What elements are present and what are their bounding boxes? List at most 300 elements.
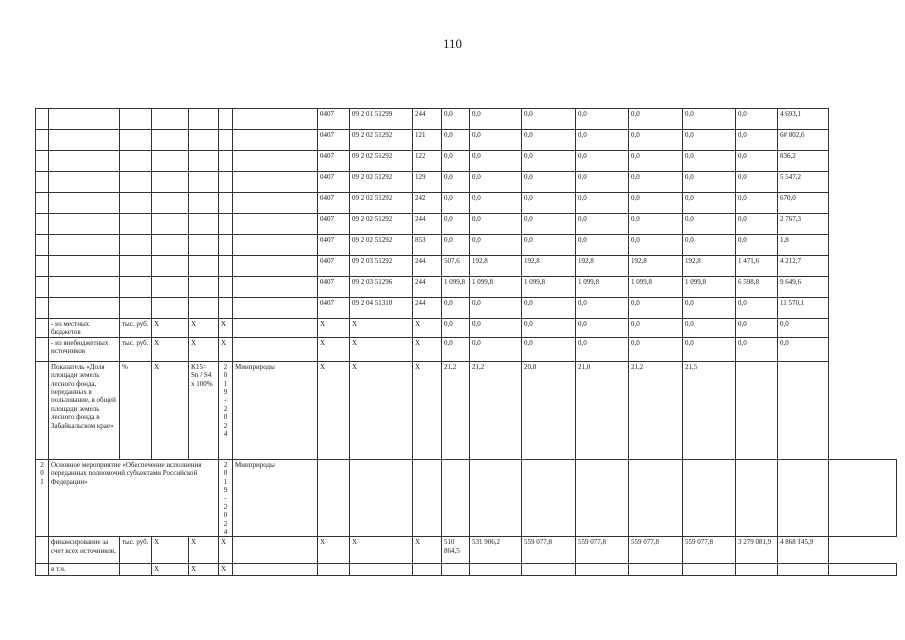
empty-cell <box>36 319 49 338</box>
grbs-code: 0407 <box>318 130 350 151</box>
financing-row <box>36 537 897 564</box>
empty-cell <box>219 298 233 319</box>
empty-cell <box>233 151 318 172</box>
grbs-code: 0407 <box>318 109 350 130</box>
amount-cell: 0,0 <box>736 337 778 361</box>
empty-cell <box>219 256 233 277</box>
amount-cell: 510 864,5 <box>442 537 470 564</box>
amount-cell: 5 547,2 <box>778 172 829 193</box>
empty-cell <box>219 277 233 298</box>
amount-cell: 1 099,8 <box>683 277 736 298</box>
amount-cell: 0,0 <box>442 235 470 256</box>
indicator-value: 21,2 <box>442 361 470 459</box>
amount-cell: 0,0 <box>683 151 736 172</box>
period-cell-char: 9 <box>223 388 228 397</box>
amount-cell: 0,0 <box>736 235 778 256</box>
empty-cell <box>219 172 233 193</box>
empty-cell <box>778 564 829 576</box>
period-cell-char: 4 <box>223 528 228 537</box>
empty-cell <box>120 564 152 576</box>
empty-cell <box>233 564 318 576</box>
amount-cell: 9 649,6 <box>778 277 829 298</box>
amount-cell: 3 279 081,9 <box>736 537 778 564</box>
amount-cell: 0,0 <box>629 172 683 193</box>
x-cell: X <box>350 361 413 459</box>
x-cell: X <box>219 537 233 564</box>
empty-cell <box>189 172 219 193</box>
x-cell: X <box>350 319 413 338</box>
empty-cell <box>120 214 152 235</box>
vr-code: 122 <box>413 151 442 172</box>
kcsr-code: 09 2 03 51296 <box>350 277 413 298</box>
empty-cell <box>442 564 470 576</box>
empty-cell <box>233 319 318 338</box>
x-cell: X <box>189 537 219 564</box>
period-cell-char: 1 <box>223 379 228 388</box>
grbs-code: 0407 <box>318 193 350 214</box>
amount-cell: 11 570,1 <box>778 298 829 319</box>
indicator-value: 21,2 <box>629 361 683 459</box>
period-cell-char: 2 <box>223 404 228 413</box>
amount-cell: 0,0 <box>576 319 629 338</box>
empty-cell <box>36 564 49 576</box>
formula-cell: K15= Sn / S4 x 100% <box>189 361 219 459</box>
table-body <box>36 109 897 576</box>
empty-cell <box>219 109 233 130</box>
period-cell-char: 2 <box>223 460 228 469</box>
amount-cell: 0,0 <box>629 298 683 319</box>
budget-row <box>36 214 897 235</box>
amount-cell: 0,0 <box>470 172 522 193</box>
measure-name: Основное мероприятие «Обеспечение исполнения переданных полномочий субъектами Российской Федерации» <box>49 459 219 537</box>
x-cell: X <box>152 361 189 459</box>
empty-cell <box>152 109 189 130</box>
x-cell: X <box>152 319 189 338</box>
amount-cell: 0,0 <box>629 337 683 361</box>
amount-cell: 4 693,1 <box>778 109 829 130</box>
incl-row <box>36 564 897 576</box>
amount-cell: 0,0 <box>442 172 470 193</box>
amount-cell: 559 077,8 <box>683 537 736 564</box>
empty-cell <box>36 214 49 235</box>
source-name: - из внебюджетных источников <box>49 337 120 361</box>
empty-cell <box>36 537 49 564</box>
budget-row <box>36 130 897 151</box>
empty-cell <box>152 151 189 172</box>
indicator-value: 21,0 <box>576 361 629 459</box>
empty-cell <box>152 172 189 193</box>
source-name: - из местных бюджетов <box>49 319 120 338</box>
empty-cell <box>233 235 318 256</box>
period-cell-char: 2 <box>223 519 228 528</box>
amount-cell: 0,0 <box>736 214 778 235</box>
amount-cell: 0,0 <box>683 130 736 151</box>
amount-cell: 0,0 <box>442 319 470 338</box>
kcsr-code: 09 2 02 51292 <box>350 151 413 172</box>
empty-cell <box>233 130 318 151</box>
period-cell-char: - <box>224 396 227 405</box>
amount-cell: 0,0 <box>683 235 736 256</box>
vr-code: 853 <box>413 235 442 256</box>
empty-cell <box>120 172 152 193</box>
period-cell-char: - <box>224 494 227 503</box>
empty-cell <box>152 214 189 235</box>
empty-cell <box>49 298 120 319</box>
indicator-value: 21,5 <box>683 361 736 459</box>
empty-cell <box>350 564 413 576</box>
empty-cell <box>152 235 189 256</box>
empty-cell <box>318 564 350 576</box>
x-cell: X <box>189 319 219 338</box>
x-cell: X <box>152 337 189 361</box>
empty-cell <box>36 298 49 319</box>
amount-cell: 0,0 <box>470 319 522 338</box>
indicator-row <box>36 361 897 459</box>
amount-cell: 1 099,8 <box>629 277 683 298</box>
period-cell-char: 0 <box>223 413 228 422</box>
empty-cell <box>629 564 683 576</box>
unit-cell: тыс. руб. <box>120 319 152 338</box>
vr-code: 244 <box>413 256 442 277</box>
empty-cell <box>576 564 629 576</box>
empty-cell <box>829 459 897 537</box>
empty-cell <box>36 193 49 214</box>
amount-cell: 0,0 <box>522 130 576 151</box>
incl-label: в т.ч. <box>49 564 120 576</box>
measure-number-char: 2 <box>40 460 44 469</box>
amount-cell: 0,0 <box>470 130 522 151</box>
amount-cell: 1 099,8 <box>576 277 629 298</box>
amount-cell: 4 868 145,9 <box>778 537 829 564</box>
vr-code: 244 <box>413 214 442 235</box>
amount-cell: 0,0 <box>522 235 576 256</box>
period-cell-char: 2 <box>223 362 228 371</box>
empty-cell <box>219 193 233 214</box>
measure-row <box>36 459 897 537</box>
empty-cell <box>36 361 49 459</box>
grbs-code: 0407 <box>318 214 350 235</box>
empty-cell <box>778 361 829 459</box>
empty-cell <box>189 298 219 319</box>
empty-cell <box>120 109 152 130</box>
amount-cell: 559 077,8 <box>629 537 683 564</box>
amount-cell: 0,0 <box>576 337 629 361</box>
empty-cell <box>49 151 120 172</box>
amount-cell: 2 767,3 <box>778 214 829 235</box>
amount-cell: 0,0 <box>629 130 683 151</box>
executor-cell: Минприроды <box>233 459 318 537</box>
empty-cell <box>470 564 522 576</box>
amount-cell: 1 099,8 <box>522 277 576 298</box>
amount-cell: 192,8 <box>683 256 736 277</box>
period-cell-char: 2 <box>223 502 228 511</box>
x-cell: X <box>413 361 442 459</box>
amount-cell: 0,0 <box>470 214 522 235</box>
unit-cell: % <box>120 361 152 459</box>
empty-cell <box>233 172 318 193</box>
amount-cell: 0,0 <box>683 298 736 319</box>
period-cell-char: 1 <box>223 477 228 486</box>
amount-cell: 0,0 <box>442 214 470 235</box>
amount-cell: 192,8 <box>576 256 629 277</box>
empty-cell <box>36 151 49 172</box>
empty-cell <box>189 130 219 151</box>
extra-sources-row <box>36 337 897 361</box>
empty-cell <box>152 193 189 214</box>
empty-cell <box>189 151 219 172</box>
empty-cell <box>233 337 318 361</box>
amount-cell: 0,0 <box>629 214 683 235</box>
amount-cell: 0,0 <box>736 298 778 319</box>
amount-cell: 0,0 <box>442 298 470 319</box>
empty-cell <box>413 459 442 537</box>
unit-cell: тыс. руб. <box>120 337 152 361</box>
kcsr-code: 09 2 02 51292 <box>350 214 413 235</box>
x-cell: X <box>152 564 189 576</box>
amount-cell: 0,0 <box>470 109 522 130</box>
empty-cell <box>442 459 470 537</box>
empty-cell <box>736 564 778 576</box>
empty-cell <box>233 277 318 298</box>
amount-cell: 0,0 <box>778 319 829 338</box>
empty-cell <box>49 235 120 256</box>
empty-cell <box>120 193 152 214</box>
period-cell <box>219 361 233 459</box>
amount-cell: 0,0 <box>683 214 736 235</box>
empty-cell <box>120 256 152 277</box>
period-cell-char: 4 <box>223 430 228 439</box>
empty-cell <box>233 109 318 130</box>
amount-cell: 192,8 <box>522 256 576 277</box>
amount-cell: 0,0 <box>683 109 736 130</box>
amount-cell: 531 906,2 <box>470 537 522 564</box>
unit-cell: тыс. руб. <box>120 537 152 564</box>
amount-cell: 0,0 <box>522 337 576 361</box>
amount-cell: 0,0 <box>470 337 522 361</box>
empty-cell <box>152 256 189 277</box>
x-cell: X <box>350 337 413 361</box>
empty-cell <box>49 130 120 151</box>
empty-cell <box>350 459 413 537</box>
empty-cell <box>233 537 318 564</box>
empty-cell <box>36 337 49 361</box>
empty-cell <box>152 277 189 298</box>
kcsr-code: 09 2 02 51292 <box>350 193 413 214</box>
kcsr-code: 09 2 04 51310 <box>350 298 413 319</box>
empty-cell <box>219 214 233 235</box>
empty-cell <box>49 277 120 298</box>
x-cell: X <box>413 337 442 361</box>
empty-cell <box>36 235 49 256</box>
amount-cell: 0,0 <box>629 235 683 256</box>
period-cell-char: 0 <box>223 511 228 520</box>
empty-cell <box>189 256 219 277</box>
amount-cell: 0,0 <box>736 130 778 151</box>
amount-cell: 0,0 <box>442 193 470 214</box>
x-cell: X <box>318 319 350 338</box>
indicator-value: 20,8 <box>522 361 576 459</box>
amount-cell: 836,2 <box>778 151 829 172</box>
amount-cell: 0,0 <box>576 151 629 172</box>
budget-row <box>36 172 897 193</box>
budget-row <box>36 109 897 130</box>
empty-cell <box>49 172 120 193</box>
grbs-code: 0407 <box>318 172 350 193</box>
empty-cell <box>49 214 120 235</box>
amount-cell: 0,0 <box>683 337 736 361</box>
empty-cell <box>120 151 152 172</box>
amount-cell: 0,0 <box>629 151 683 172</box>
empty-cell <box>522 564 576 576</box>
amount-cell: 0,0 <box>470 193 522 214</box>
amount-cell: 0,0 <box>522 193 576 214</box>
empty-cell <box>120 277 152 298</box>
measure-number-char: 1 <box>40 477 44 486</box>
kcsr-code: 09 2 02 51292 <box>350 235 413 256</box>
vr-code: 242 <box>413 193 442 214</box>
amount-cell: 192,8 <box>629 256 683 277</box>
x-cell: X <box>189 337 219 361</box>
empty-cell <box>36 256 49 277</box>
empty-cell <box>736 361 778 459</box>
amount-cell: 0,0 <box>576 298 629 319</box>
amount-cell: 559 077,8 <box>522 537 576 564</box>
empty-cell <box>233 256 318 277</box>
x-cell: X <box>350 537 413 564</box>
empty-cell <box>233 298 318 319</box>
empty-cell <box>219 130 233 151</box>
empty-cell <box>152 130 189 151</box>
amount-cell: 192,8 <box>470 256 522 277</box>
x-cell: X <box>219 319 233 338</box>
amount-cell: 0,0 <box>629 319 683 338</box>
amount-cell: 0,0 <box>629 109 683 130</box>
grbs-code: 0407 <box>318 256 350 277</box>
indicator-name: Показатель «Доля площади земель лесного фонда, переданных в пользование, в общей площади земель лесного фонда в Забайкальском крае» <box>49 361 120 459</box>
kcsr-code: 09 2 02 51292 <box>350 130 413 151</box>
grbs-code: 0407 <box>318 277 350 298</box>
amount-cell: 0,0 <box>576 214 629 235</box>
empty-cell <box>219 235 233 256</box>
amount-cell: 0,0 <box>522 151 576 172</box>
amount-cell: 0,0 <box>576 193 629 214</box>
empty-cell <box>736 459 778 537</box>
budget-row <box>36 151 897 172</box>
empty-cell <box>470 459 522 537</box>
budget-row <box>36 193 897 214</box>
empty-cell <box>36 277 49 298</box>
amount-cell: 0,0 <box>576 130 629 151</box>
budget-row <box>36 235 897 256</box>
empty-cell <box>189 277 219 298</box>
amount-cell: 0,0 <box>683 319 736 338</box>
empty-cell <box>189 193 219 214</box>
amount-cell: 6 598,8 <box>736 277 778 298</box>
amount-cell: 0,0 <box>736 193 778 214</box>
empty-cell <box>189 214 219 235</box>
amount-cell: 0,0 <box>522 298 576 319</box>
amount-cell: 0,0 <box>736 172 778 193</box>
indicator-value: 21,2 <box>470 361 522 459</box>
empty-cell <box>233 214 318 235</box>
empty-cell <box>120 235 152 256</box>
period-cell-char: 0 <box>223 469 228 478</box>
empty-cell <box>576 459 629 537</box>
grbs-code: 0407 <box>318 298 350 319</box>
empty-cell <box>189 235 219 256</box>
amount-cell: 0,0 <box>576 172 629 193</box>
empty-cell <box>683 459 736 537</box>
x-cell: X <box>219 337 233 361</box>
x-cell: X <box>318 361 350 459</box>
amount-cell: 1,8 <box>778 235 829 256</box>
x-cell: X <box>189 564 219 576</box>
local-budgets-row <box>36 319 897 338</box>
kcsr-code: 09 2 02 51292 <box>350 172 413 193</box>
empty-cell <box>36 130 49 151</box>
empty-cell <box>683 564 736 576</box>
empty-cell <box>120 298 152 319</box>
amount-cell: 670,0 <box>778 193 829 214</box>
empty-cell <box>49 256 120 277</box>
empty-cell <box>36 109 49 130</box>
amount-cell: 0,0 <box>470 298 522 319</box>
empty-cell <box>318 459 350 537</box>
financing-name: финансирование за счет всех источников, <box>49 537 120 564</box>
empty-cell <box>36 172 49 193</box>
kcsr-code: 09 2 03 51292 <box>350 256 413 277</box>
amount-cell: 0,0 <box>470 235 522 256</box>
x-cell: X <box>318 537 350 564</box>
amount-cell: 1 471,6 <box>736 256 778 277</box>
budget-row <box>36 298 897 319</box>
vr-code: 244 <box>413 277 442 298</box>
amount-cell: 0,0 <box>736 109 778 130</box>
empty-cell <box>152 298 189 319</box>
amount-cell: 0,0 <box>442 151 470 172</box>
amount-cell: 0,0 <box>442 337 470 361</box>
amount-cell: 0,0 <box>576 109 629 130</box>
empty-cell <box>629 459 683 537</box>
empty-cell <box>522 459 576 537</box>
empty-cell <box>413 564 442 576</box>
amount-cell: 0,0 <box>442 109 470 130</box>
amount-cell: 6# 802,6 <box>778 130 829 151</box>
amount-cell: 0,0 <box>778 337 829 361</box>
kcsr-code: 09 2 01 51299 <box>350 109 413 130</box>
amount-cell: 0,0 <box>442 130 470 151</box>
amount-cell: 0,0 <box>522 172 576 193</box>
amount-cell: 0,0 <box>470 151 522 172</box>
vr-code: 129 <box>413 172 442 193</box>
empty-cell <box>233 193 318 214</box>
grbs-code: 0407 <box>318 151 350 172</box>
amount-cell: 559 077,8 <box>576 537 629 564</box>
vr-code: 244 <box>413 109 442 130</box>
amount-cell: 0,0 <box>522 319 576 338</box>
period-cell-char: 2 <box>223 421 228 430</box>
budget-row <box>36 277 897 298</box>
x-cell: X <box>152 537 189 564</box>
measure-number-char: 0 <box>40 469 44 478</box>
executor-cell: Минприроды <box>233 361 318 459</box>
empty-cell <box>778 459 829 537</box>
amount-cell: 0,0 <box>576 235 629 256</box>
amount-cell: 507,6 <box>442 256 470 277</box>
period-cell-char: 0 <box>223 371 228 380</box>
amount-cell: 1 099,8 <box>442 277 470 298</box>
period-cell-char: 9 <box>223 486 228 495</box>
